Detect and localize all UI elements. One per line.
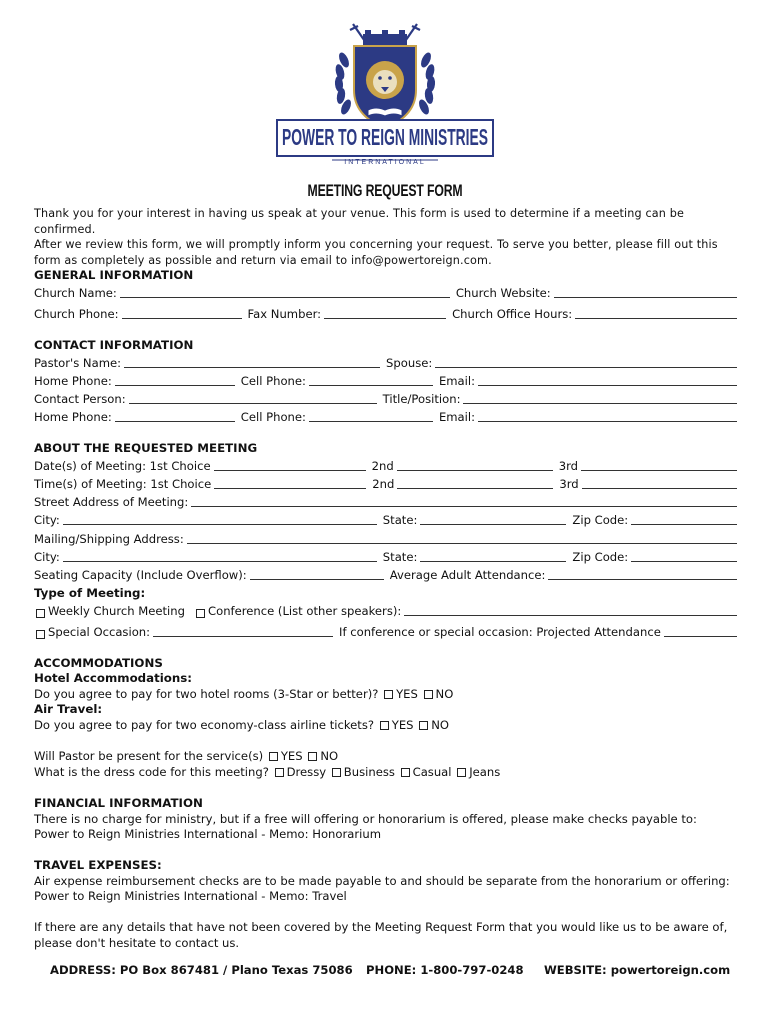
mailing-address-field[interactable] (187, 543, 737, 544)
office-hours-label: Church Office Hours: (452, 307, 573, 321)
travel-text: Air expense reimbursement checks are to be made payable to and should be separate from the honorarium or offering: (34, 874, 730, 888)
mailing-address-label: Mailing/Shipping Address: (34, 532, 184, 546)
meeting-times-label: Time(s) of Meeting: 1st Choice (34, 477, 212, 491)
footer-phone: PHONE: 1-800-797-0248 (366, 963, 524, 977)
zip-code-label: Zip Code: (572, 550, 629, 564)
home-phone-label: Home Phone: (34, 410, 112, 424)
yes-label: YES (391, 718, 414, 732)
pastor-yes-checkbox[interactable] (269, 752, 278, 761)
general-information-heading: GENERAL INFORMATION (34, 268, 194, 282)
time-first-choice-field[interactable] (214, 488, 366, 489)
financial-text: Power to Reign Ministries International - Memo: Honorarium (34, 827, 381, 841)
state-label: State: (382, 513, 418, 527)
about-meeting-heading: ABOUT THE REQUESTED MEETING (34, 441, 258, 455)
state-field[interactable] (420, 524, 566, 525)
special-occasion-checkbox[interactable] (36, 630, 45, 639)
city-label: City: (34, 550, 60, 564)
time-third-choice-field[interactable] (582, 488, 737, 489)
lion-crest-icon (276, 20, 494, 166)
cell-phone-label: Cell Phone: (240, 410, 306, 424)
meeting-city-row (34, 513, 737, 527)
average-attendance-field[interactable] (548, 579, 737, 580)
pastor-phone-row (34, 374, 737, 388)
date-third-choice-field[interactable] (581, 470, 737, 471)
seating-capacity-field[interactable] (250, 579, 384, 580)
footer-website[interactable]: WEBSITE: powertoreign.com (544, 963, 731, 977)
hotel-yes-checkbox[interactable] (384, 690, 393, 699)
business-label: Business (343, 765, 395, 779)
form-title: MEETING REQUEST FORM (307, 181, 463, 200)
contact-person-label: Contact Person: (34, 392, 126, 406)
home-phone-field[interactable] (115, 385, 235, 386)
street-address-label: Street Address of Meeting: (34, 495, 189, 509)
logo-subtitle: INTERNATIONAL (344, 159, 426, 166)
spouse-field[interactable] (435, 367, 737, 368)
contact-person-row (34, 392, 737, 406)
home-phone-label: Home Phone: (34, 374, 112, 388)
air-question-row (34, 718, 449, 732)
no-label: NO (431, 718, 450, 732)
hotel-accommodations-label: Hotel Accommodations: (34, 671, 193, 685)
intro-line: form as completely as possible and return via email to info@powertoreign.com. (34, 253, 492, 267)
yes-label: YES (280, 749, 303, 763)
home-phone-field[interactable] (115, 421, 235, 422)
mailing-address-row (34, 532, 737, 546)
jeans-checkbox[interactable] (457, 768, 466, 777)
email-label: Email: (438, 374, 476, 388)
pastor-no-checkbox[interactable] (308, 752, 317, 761)
contact-phone-row (34, 410, 737, 424)
intro-line: After we review this form, we will promptly inform you concerning your request. To serve you better, please fill out this (34, 238, 718, 251)
street-address-row (34, 495, 737, 509)
city-field[interactable] (63, 561, 377, 562)
conference-speakers-field[interactable] (404, 615, 737, 616)
church-name-field[interactable] (120, 297, 450, 298)
third-choice-label: 3rd (559, 477, 579, 491)
projected-attendance-label: If conference or special occasion: Projected Attendance (339, 625, 661, 639)
air-travel-label: Air Travel: (34, 702, 103, 716)
office-hours-field[interactable] (575, 318, 737, 319)
street-address-field[interactable] (191, 506, 737, 507)
title-position-label: Title/Position: (382, 392, 461, 406)
date-second-choice-field[interactable] (397, 470, 553, 471)
church-name-label: Church Name: (34, 286, 117, 300)
casual-checkbox[interactable] (401, 768, 410, 777)
cell-phone-field[interactable] (309, 385, 433, 386)
intro-line: Thank you for your interest in having us speak at your venue. This form is used to determine if a meeting can be confirmed. (34, 207, 685, 236)
second-choice-label: 2nd (371, 459, 394, 473)
pastor-present-question: Will Pastor be present for the service(s) (34, 749, 264, 763)
yes-label: YES (396, 687, 418, 701)
fax-number-label: Fax Number: (247, 307, 322, 321)
no-label: NO (320, 749, 339, 763)
hotel-no-checkbox[interactable] (424, 690, 433, 699)
second-choice-label: 2nd (372, 477, 395, 491)
spouse-label: Spouse: (386, 356, 433, 370)
city-label: City: (34, 513, 60, 527)
conference-label: Conference (List other speakers): (208, 604, 402, 618)
church-phone-row (34, 307, 737, 321)
hotel-question: Do you agree to pay for two hotel rooms (3-Star or better)? (34, 687, 379, 701)
pastor-name-label: Pastor's Name: (34, 356, 122, 370)
travel-expenses-heading: TRAVEL EXPENSES: (34, 858, 162, 872)
dressy-checkbox[interactable] (275, 768, 284, 777)
time-second-choice-field[interactable] (397, 488, 553, 489)
city-field[interactable] (63, 524, 377, 525)
state-field[interactable] (420, 561, 566, 562)
pastor-present-row (34, 749, 338, 763)
pastor-name-field[interactable] (124, 367, 380, 368)
cell-phone-label: Cell Phone: (240, 374, 306, 388)
weekly-meeting-label: Weekly Church Meeting (48, 604, 185, 618)
seating-row (34, 568, 737, 582)
air-no-checkbox[interactable] (419, 721, 428, 730)
contact-person-field[interactable] (129, 403, 377, 404)
casual-label: Casual (412, 765, 452, 779)
type-of-meeting-label: Type of Meeting: (34, 586, 146, 600)
special-occasion-field[interactable] (153, 636, 333, 637)
weekly-meeting-checkbox[interactable] (36, 609, 45, 618)
hotel-question-row (34, 687, 453, 701)
state-label: State: (382, 550, 418, 564)
title-position-field[interactable] (463, 403, 737, 404)
third-choice-label: 3rd (558, 459, 578, 473)
air-yes-checkbox[interactable] (380, 721, 389, 730)
footer-address: ADDRESS: PO Box 867481 / Plano Texas 75086 (50, 963, 353, 977)
email-field[interactable] (478, 385, 737, 386)
special-occasion-row (34, 625, 737, 639)
cell-phone-field[interactable] (309, 421, 433, 422)
dress-code-row (34, 765, 500, 779)
date-first-choice-field[interactable] (214, 470, 366, 471)
fax-number-field[interactable] (324, 318, 446, 319)
pastor-row (34, 356, 737, 370)
zip-code-field[interactable] (631, 524, 737, 525)
logo-wordmark: POWER TO REIGN MINISTRIES (282, 124, 488, 150)
church-phone-label: Church Phone: (34, 307, 119, 321)
no-label: NO (435, 687, 454, 701)
projected-attendance-field[interactable] (664, 636, 737, 637)
business-checkbox[interactable] (332, 768, 341, 777)
closing-text: please don't hesitate to contact us. (34, 936, 240, 950)
intro-paragraph (34, 206, 738, 268)
accommodations-heading: ACCOMMODATIONS (34, 656, 163, 670)
meeting-times-row (34, 477, 737, 491)
church-phone-field[interactable] (122, 318, 242, 319)
jeans-label: Jeans (469, 765, 501, 779)
mailing-city-row (34, 550, 737, 564)
average-attendance-label: Average Adult Attendance: (389, 568, 546, 582)
church-website-field[interactable] (554, 297, 737, 298)
conference-checkbox[interactable] (196, 609, 205, 618)
closing-text: If there are any details that have not been covered by the Meeting Request Form that you would like us to be aware of, (34, 920, 728, 934)
meeting-type-row (34, 604, 737, 618)
meeting-dates-label: Date(s) of Meeting: 1st Choice (34, 459, 211, 473)
email-field[interactable] (478, 421, 737, 422)
dress-code-question: What is the dress code for this meeting? (34, 765, 269, 779)
dressy-label: Dressy (286, 765, 327, 779)
email-label: Email: (438, 410, 476, 424)
special-occasion-label: Special Occasion: (48, 625, 151, 639)
financial-information-heading: FINANCIAL INFORMATION (34, 796, 203, 810)
ministry-logo (276, 20, 494, 166)
church-name-row (34, 286, 737, 300)
meeting-dates-row (34, 459, 737, 473)
zip-code-label: Zip Code: (572, 513, 629, 527)
zip-code-field[interactable] (631, 561, 737, 562)
air-question: Do you agree to pay for two economy-class airline tickets? (34, 718, 375, 732)
church-website-label: Church Website: (455, 286, 551, 300)
financial-text: There is no charge for ministry, but if a free will offering or honorarium is offered, please make checks payable to: (34, 812, 697, 826)
contact-information-heading: CONTACT INFORMATION (34, 338, 194, 352)
travel-text: Power to Reign Ministries International - Memo: Travel (34, 889, 347, 903)
seating-capacity-label: Seating Capacity (Include Overflow): (34, 568, 247, 582)
